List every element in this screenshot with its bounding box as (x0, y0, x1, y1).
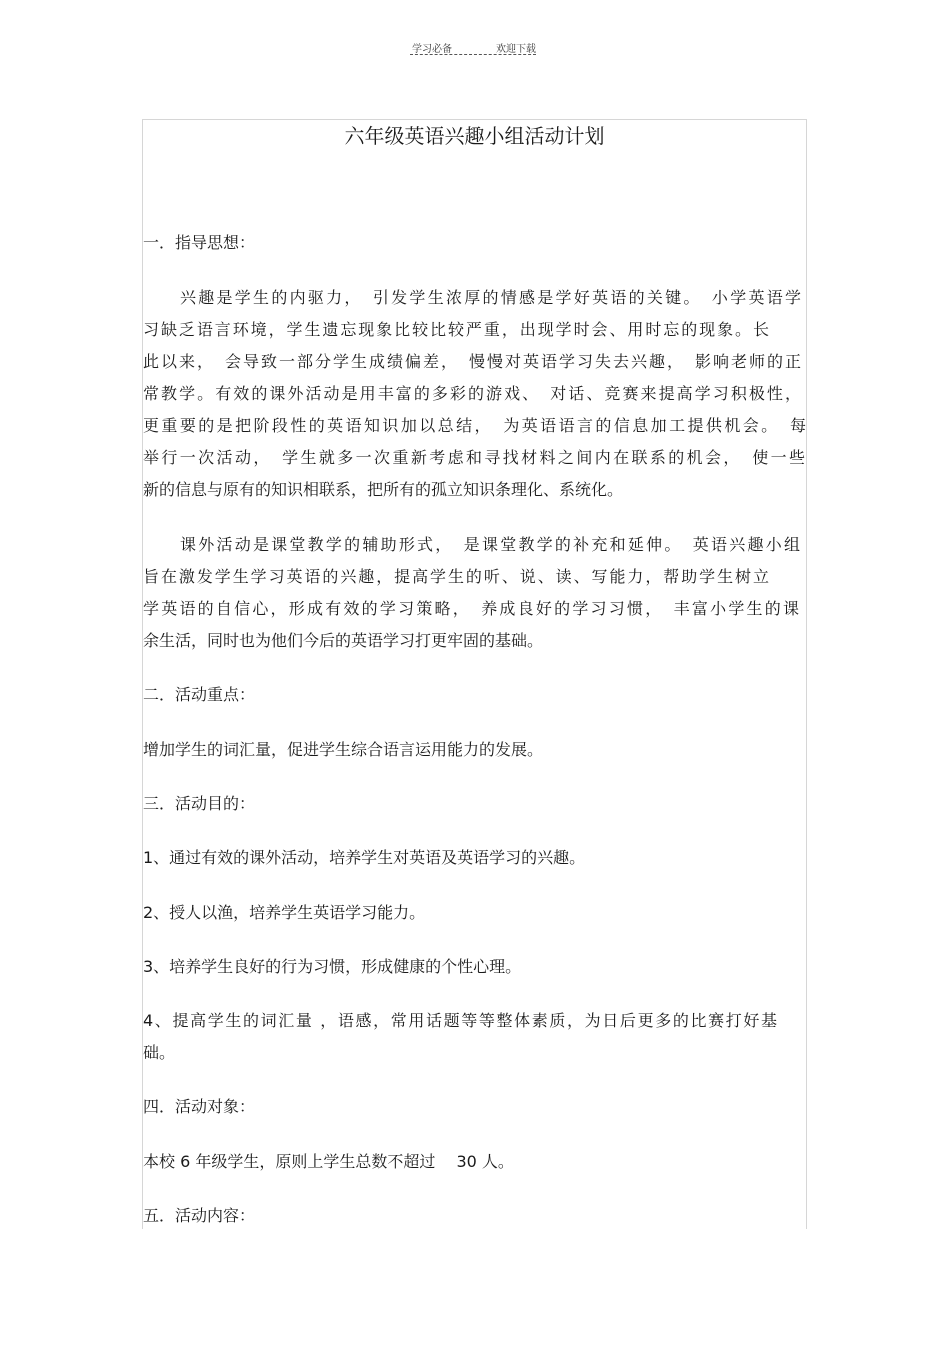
section-2-heading: 二．活动重点： (143, 685, 256, 704)
para1-line-6: 举行一次活动， 学生就多一次重新考虑和寻找材料之间内在联系的机会， 使一些 (143, 448, 805, 467)
para1-line-5: 更重要的是把阶段性的英语知识加以总结， 为英语语言的信息加工提供机会。 每 (143, 416, 806, 435)
para1-line-4: 常教学。有效的课外活动是用丰富的多彩的游戏、 对话、竞赛来提高学习积极性， (143, 384, 801, 403)
section-2-text: 增加学生的词汇量，促进学生综合语言运用能力的发展。 (143, 740, 544, 759)
section-3-item-3: 3、培养学生良好的行为习惯，形成健康的个性心理。 (143, 957, 522, 976)
section-4-heading: 四．活动对象： (143, 1097, 256, 1116)
document-title: 六年级英语兴趣小组活动计划 (344, 124, 605, 148)
section-5-heading: 五．活动内容： (143, 1206, 256, 1225)
frame-top-border (142, 119, 807, 120)
section-3-item-1: 1、通过有效的课外活动，培养学生对英语及英语学习的兴趣。 (143, 848, 586, 867)
header-left-text: 学习必备 (412, 44, 452, 55)
header-right-text: 欢迎下载 (496, 44, 536, 55)
section-3-item-4: 4、提高学生的词汇量 ，语感，常用话题等等整体素质，为日后更多的比赛打好基 (143, 1011, 777, 1030)
header-dashed-rule (410, 54, 536, 55)
section-4-text: 本校 6 年级学生，原则上学生总数不超过 30 人。 (143, 1152, 514, 1171)
page-header (410, 38, 540, 58)
para1-line-3: 此以来， 会导致一部分学生成绩偏差， 慢慢对英语学习失去兴趣， 影响老师的正 (143, 352, 801, 371)
section-1-heading: 一．指导思想： (143, 233, 256, 252)
section-3-item-2: 2、授人以渔，培养学生英语学习能力。 (143, 903, 426, 922)
section-3-item-4-cont: 础。 (143, 1043, 176, 1062)
para2-line-2: 旨在激发学生学习英语的兴趣，提高学生的听、说、读、写能力，帮助学生树立 (143, 567, 769, 586)
para1-line-1: 兴趣是学生的内驱力， 引发学生浓厚的情感是学好英语的关键。 小学英语学 (180, 288, 801, 307)
para2-line-3: 学英语的自信心，形成有效的学习策略， 养成良好的学习习惯， 丰富小学生的课 (143, 599, 799, 618)
section-3-heading: 三．活动目的： (143, 794, 256, 813)
para1-line-2: 习缺乏语言环境，学生遗忘现象比较比较严重，出现学时会、用时忘的现象。长 (143, 320, 769, 339)
para1-line-7: 新的信息与原有的知识相联系，把所有的孤立知识条理化、系统化。 (143, 480, 624, 499)
para2-line-1: 课外活动是课堂教学的辅助形式， 是课堂教学的补充和延伸。 英语兴趣小组 (180, 535, 800, 554)
para2-line-4: 余生活，同时也为他们今后的英语学习打更牢固的基础。 (143, 631, 544, 650)
frame-right-border (806, 119, 807, 1229)
